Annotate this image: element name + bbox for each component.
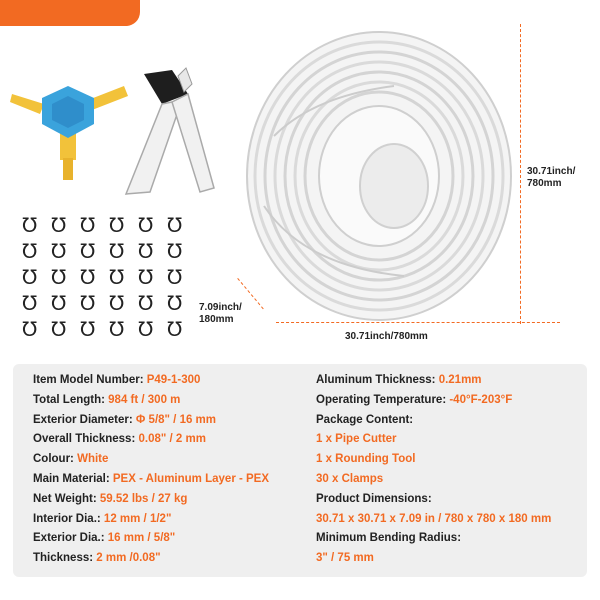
spec-value: 30 x Clamps: [316, 473, 384, 485]
pipe-clamp-icon: ℧: [80, 293, 96, 315]
spec-value: 1 x Rounding Tool: [316, 453, 416, 466]
spec-value: Φ 5/8" / 16 mm: [132, 413, 217, 426]
width-dimension-label: 30.71inch/780mm: [345, 331, 428, 342]
spec-row-right: [316, 552, 374, 564]
pipe-clamp-icon: ℧: [80, 267, 96, 289]
pipe-clamp-icon: ℧: [22, 319, 38, 341]
spec-row-left: [33, 513, 171, 525]
spec-row-right: [316, 374, 482, 386]
pipe-clamp-icon: ℧: [109, 293, 125, 315]
spec-label: Product Dimensions:: [316, 492, 432, 505]
spec-row-left: [33, 394, 180, 406]
spec-row-right: [316, 453, 415, 465]
pipe-clamp-icon: ℧: [22, 267, 38, 289]
rounding-tool-icon: [10, 78, 130, 188]
spec-value: -40°F-203°F: [446, 393, 513, 406]
pipe-clamp-icon: ℧: [51, 241, 67, 263]
spec-value: PEX - Aluminum Layer - PEX: [109, 473, 270, 485]
pipe-clamp-icon: ℧: [167, 319, 183, 341]
pipe-clamp-icon: ℧: [167, 293, 183, 315]
pipe-clamp-icon: ℧: [138, 293, 154, 315]
pipe-clamp-icon: ℧: [167, 267, 183, 289]
spec-label: Aluminum Thickness:: [316, 374, 436, 386]
pipe-clamp-icon: ℧: [51, 267, 67, 289]
brand-corner-tab: [0, 0, 140, 26]
spec-value: P49-1-300: [143, 374, 201, 386]
pipe-clamp-icon: ℧: [138, 241, 154, 263]
spec-row-left: [33, 453, 108, 465]
spec-label: Minimum Bending Radius:: [316, 532, 462, 545]
spec-value: 3" / 75 mm: [316, 552, 374, 565]
pipe-clamp-icon: ℧: [138, 215, 154, 237]
spec-row-left: [33, 374, 200, 386]
spec-row-left: [33, 473, 269, 485]
pipe-clamp-icon: ℧: [80, 319, 96, 341]
pipe-clamp-icon: ℧: [109, 215, 125, 237]
pipe-clamp-icon: ℧: [80, 241, 96, 263]
depth-dimension-label: 7.09inch/ 180mm: [199, 302, 242, 325]
spec-label: Exterior Dia.:: [33, 532, 105, 545]
height-dimension-label: 30.71inch/ 780mm: [527, 166, 576, 189]
pipe-cutter-icon: [122, 64, 222, 196]
spec-value: 0.21mm: [435, 374, 482, 386]
spec-row-right: [316, 414, 413, 426]
pipe-clamp-icon: ℧: [167, 215, 183, 237]
spec-value: 1 x Pipe Cutter: [316, 433, 397, 446]
pipe-clamp-icon: ℧: [109, 319, 125, 341]
pipe-clamp-icon: ℧: [51, 319, 67, 341]
pipe-clamp-icon: ℧: [167, 241, 183, 263]
spec-row-right: [316, 433, 397, 445]
pipe-clamp-icon: ℧: [109, 241, 125, 263]
pipe-clamp-icon: ℧: [109, 267, 125, 289]
spec-label: Main Material:: [33, 473, 110, 485]
spec-row-right: [316, 394, 512, 406]
spec-row-right: [316, 532, 461, 544]
spec-label: Colour:: [33, 453, 74, 466]
spec-value: 12 mm / 1/2": [100, 512, 172, 525]
spec-row-left: [33, 433, 206, 445]
spec-row-left: [33, 552, 161, 564]
spec-row-right: [316, 493, 432, 505]
pipe-clamp-icon: ℧: [51, 215, 67, 237]
width-dimension-line: [276, 322, 560, 323]
spec-value: 984 ft / 300 m: [104, 393, 181, 406]
spec-value: 30.71 x 30.71 x 7.09 in / 780 x 780 x 180 mm: [316, 512, 552, 525]
spec-label: Interior Dia.:: [33, 512, 101, 525]
spec-row-left: [33, 532, 175, 544]
height-dimension-line: [520, 24, 521, 324]
spec-value: White: [73, 453, 109, 466]
spec-label: Item Model Number:: [33, 374, 144, 386]
pex-pipe-coil-icon: [244, 26, 514, 322]
spec-label: Overall Thickness:: [33, 433, 136, 446]
pipe-clamp-icon: ℧: [22, 293, 38, 315]
spec-label: Package Content:: [316, 413, 414, 426]
spec-label: Thickness:: [33, 552, 94, 565]
pipe-clamp-icon: ℧: [138, 319, 154, 341]
pipe-clamp-icon: ℧: [22, 241, 38, 263]
spec-value: 16 mm / 5/8": [104, 532, 176, 545]
specifications-panel: [13, 364, 587, 577]
spec-label: Exterior Diameter:: [33, 413, 133, 426]
spec-value: 0.08" / 2 mm: [135, 433, 206, 446]
spec-row-right: [316, 513, 551, 525]
pipe-clamp-icon: ℧: [80, 215, 96, 237]
pipe-clamp-icon: ℧: [138, 267, 154, 289]
pipe-clamp-icon: ℧: [22, 215, 38, 237]
spec-row-left: [33, 414, 216, 426]
spec-row-right: [316, 473, 383, 485]
pipe-clamp-icon: ℧: [51, 293, 67, 315]
spec-label: Total Length:: [33, 393, 105, 406]
spec-label: Net Weight:: [33, 492, 97, 505]
spec-row-left: [33, 493, 187, 505]
spec-value: 2 mm /0.08": [93, 552, 161, 565]
spec-label: Operating Temperature:: [316, 393, 447, 406]
spec-value: 59.52 lbs / 27 kg: [96, 492, 188, 505]
pipe-clamps-group: [22, 216, 202, 348]
